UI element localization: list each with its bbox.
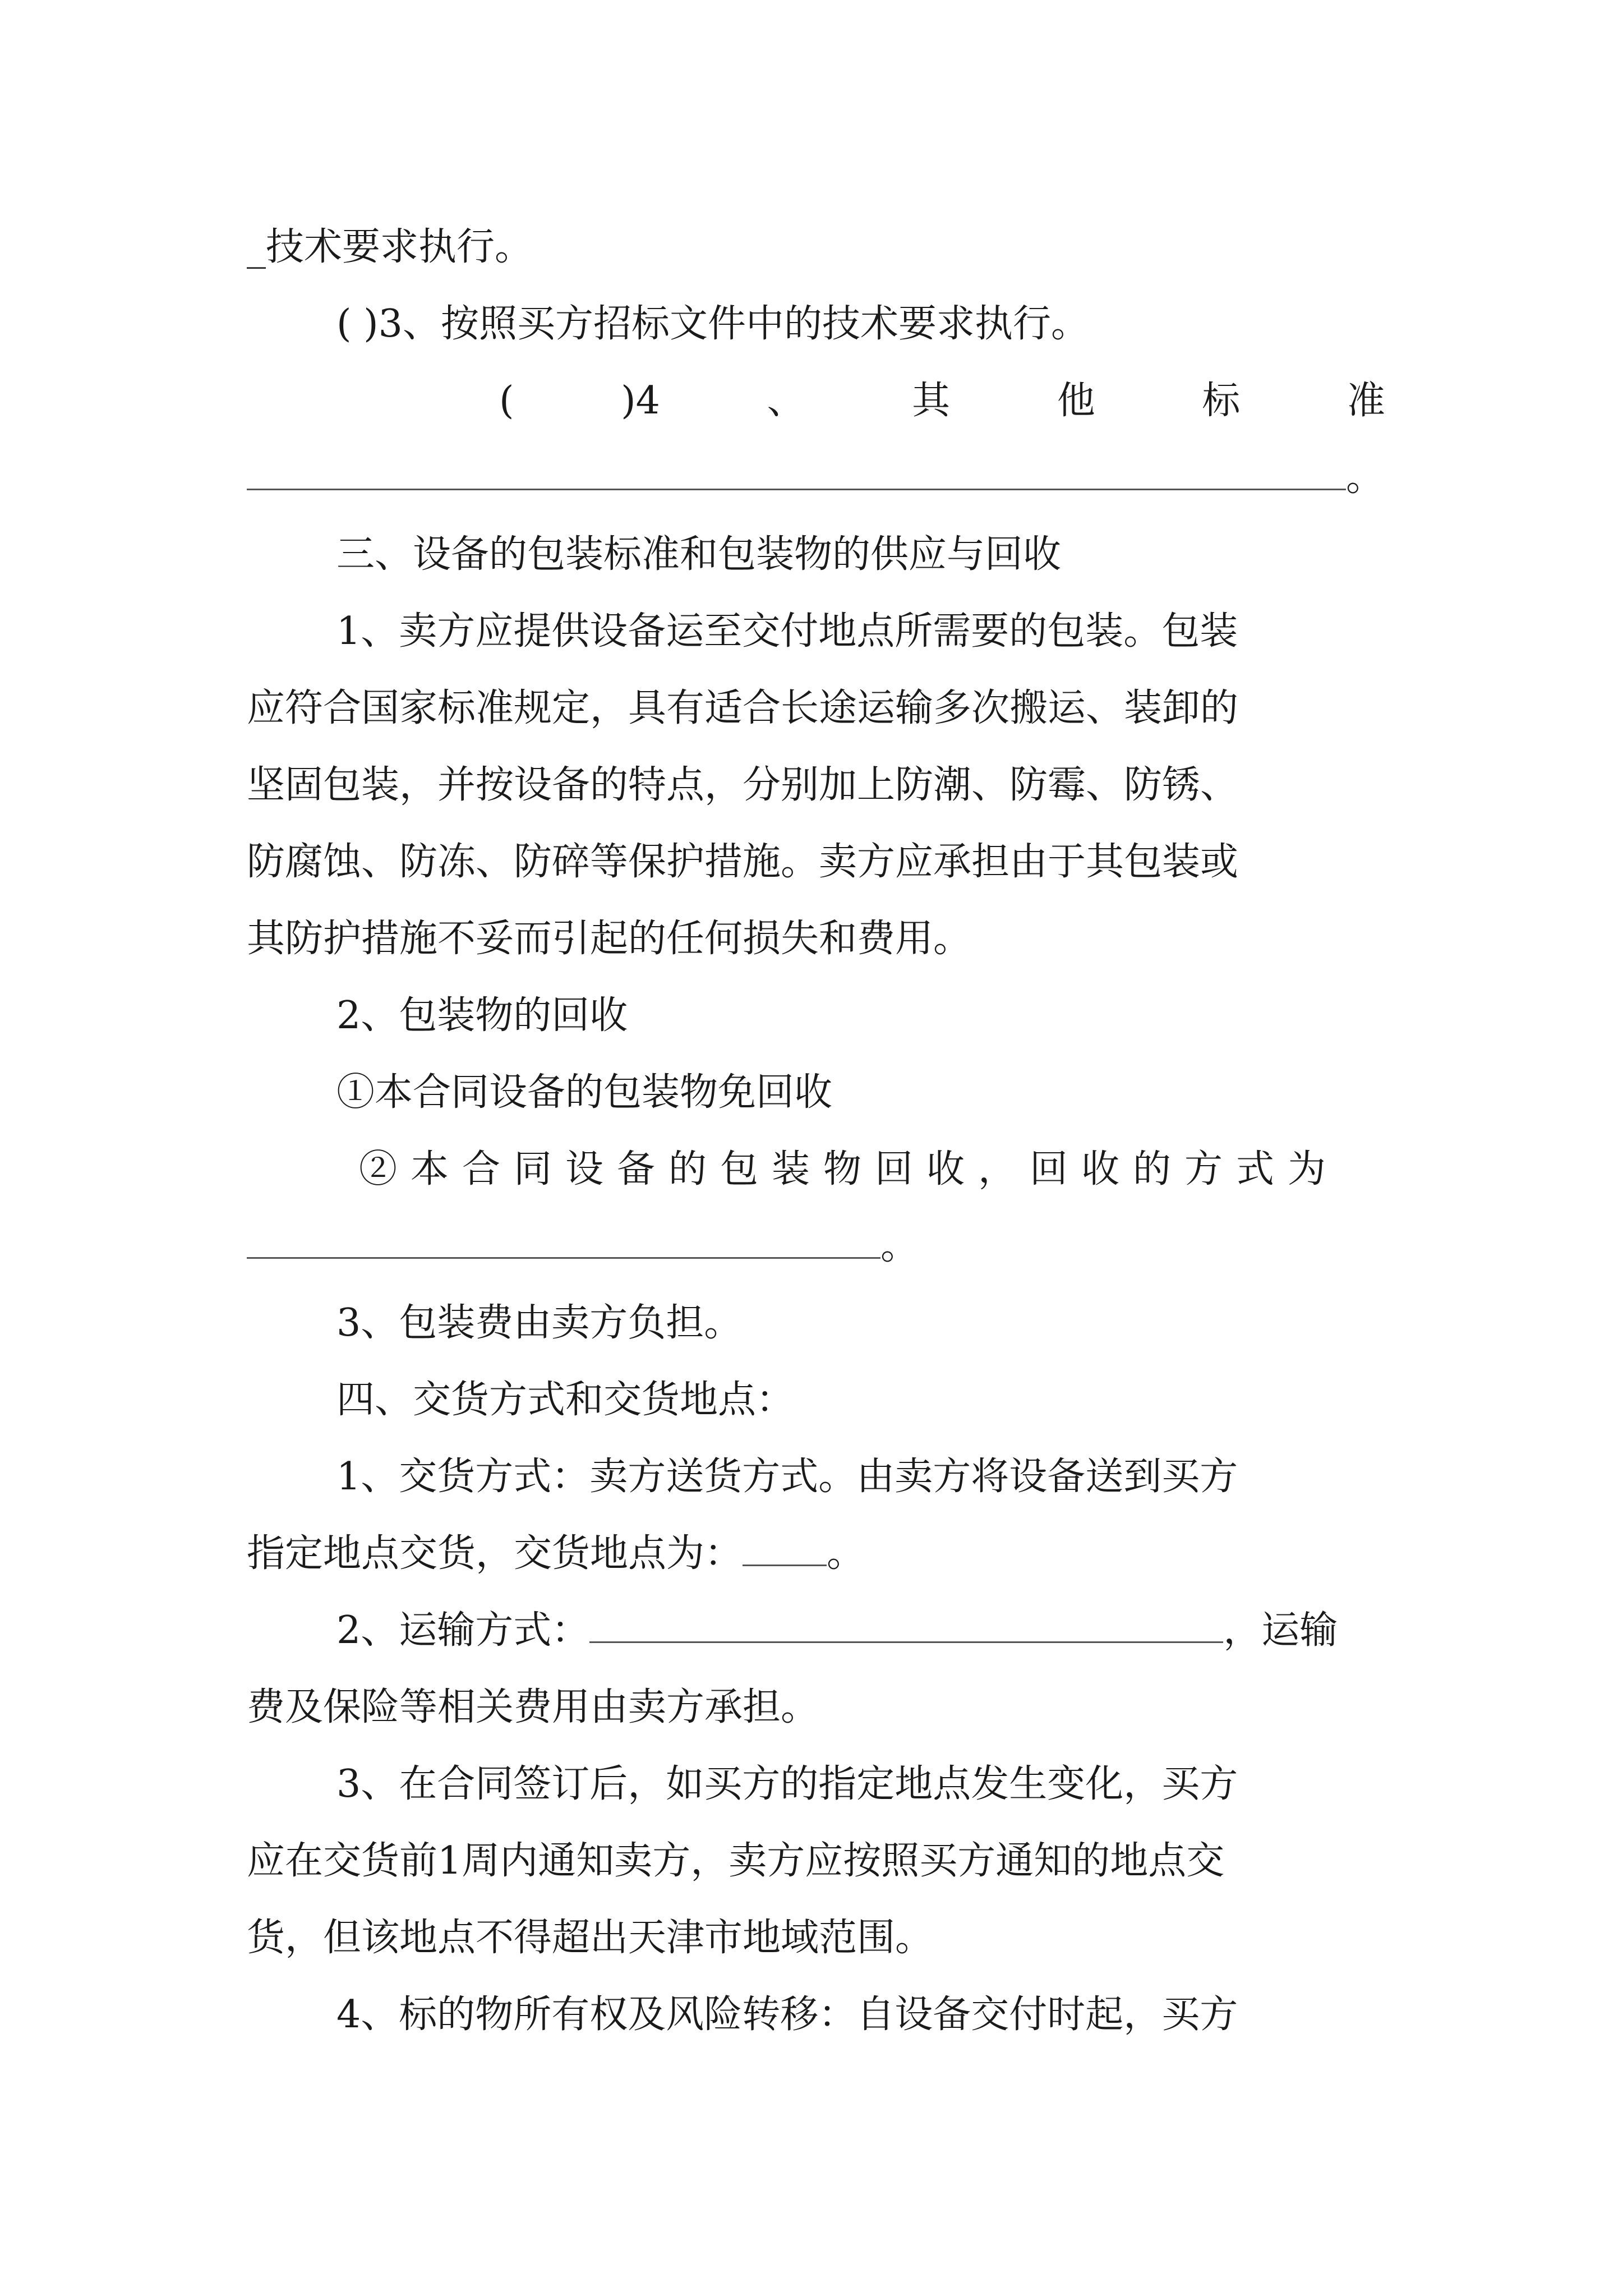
text-line-spread: ( )4 、 其 他 标 准: [499, 379, 1385, 423]
text-line: 4、标的物所有权及风险转移：自设备交付时起，买方: [336, 1993, 1238, 2037]
text-line: 3、包装费由卖方负担。: [336, 1301, 743, 1345]
text-line: _技术要求执行。: [247, 225, 533, 269]
text-line: 。: [247, 439, 1385, 516]
section-heading: 三、设备的包装标准和包装物的供应与回收: [336, 532, 1062, 577]
text-line: 3、在合同签订后，如买方的指定地点发生变化，买方: [336, 1762, 1238, 1806]
text-line: 1、交货方式：卖方送货方式。由卖方将设备送到买方: [336, 1455, 1238, 1499]
text-line: ②本合同设备的包装物回收，回收的方式为: [359, 1147, 1340, 1191]
text-line: 1、卖方应提供设备运至交付地点所需要的包装。包装: [336, 609, 1238, 654]
text-line: 其防护措施不妥而引起的任何损失和费用。: [247, 917, 972, 961]
text-line: 防腐蚀、防冻、防碎等保护措施。卖方应承担由于其包装或: [247, 840, 1239, 884]
text-line: 。: [247, 1208, 1385, 1285]
text-line: ①本合同设备的包装物免回收: [336, 1070, 833, 1115]
text-line: 2、包装物的回收: [336, 993, 628, 1038]
text-line: ( )3、按照买方招标文件中的技术要求执行。: [336, 302, 1089, 346]
section-heading: 四、交货方式和交货地点：: [336, 1378, 795, 1422]
blank-field: [247, 1212, 880, 1259]
text-line: 应符合国家标准规定，具有适合长途运输多次搬运、装卸的: [247, 686, 1239, 730]
text-line: 费及保险等相关费用由卖方承担。: [247, 1685, 819, 1729]
text-line: 货，但该地点不得超出天津市地域范围。: [247, 1916, 934, 1960]
text-line: 2、运输方式： ，运输: [336, 1592, 1385, 1669]
delivery-location-blank: [743, 1520, 827, 1566]
blank-field: [247, 444, 1346, 490]
text-line: 指定地点交货，交货地点为： 。: [247, 1515, 1385, 1592]
text-line: 坚固包装，并按设备的特点，分别加上防潮、防霉、防锈、: [247, 763, 1239, 807]
text-line: 应在交货前1周内通知卖方，卖方应按照买方通知的地点交: [247, 1839, 1225, 1883]
transport-method-blank: [589, 1596, 1223, 1643]
